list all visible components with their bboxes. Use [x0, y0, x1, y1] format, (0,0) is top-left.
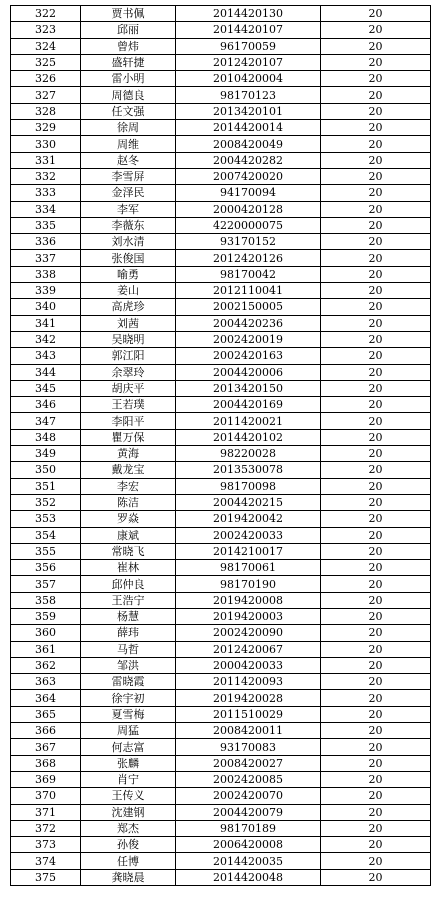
table-row — [11, 674, 431, 690]
row-number-cell: 375 — [11, 869, 81, 885]
table-row — [11, 706, 431, 722]
score-cell: 20 — [321, 299, 431, 315]
score-cell: 20 — [321, 869, 431, 885]
table-row — [11, 837, 431, 853]
row-number-cell: 351 — [11, 478, 81, 494]
name-cell: 康斌 — [81, 527, 176, 543]
score-cell: 20 — [321, 6, 431, 22]
score-cell: 20 — [321, 54, 431, 70]
roster-table-body — [11, 6, 431, 886]
name-cell: 曾炜 — [81, 38, 176, 54]
row-number-cell: 323 — [11, 22, 81, 38]
row-number-cell: 350 — [11, 462, 81, 478]
row-number-cell: 340 — [11, 299, 81, 315]
row-number-cell: 361 — [11, 641, 81, 657]
score-cell: 20 — [321, 152, 431, 168]
table-row — [11, 592, 431, 608]
table-row — [11, 429, 431, 445]
table-row — [11, 283, 431, 299]
score-cell: 20 — [321, 266, 431, 282]
id-number-cell: 2019420042 — [176, 511, 321, 527]
table-row — [11, 38, 431, 54]
table-row — [11, 462, 431, 478]
id-number-cell: 93170152 — [176, 234, 321, 250]
name-cell: 赵冬 — [81, 152, 176, 168]
row-number-cell: 348 — [11, 429, 81, 445]
row-number-cell: 324 — [11, 38, 81, 54]
score-cell: 20 — [321, 494, 431, 510]
score-cell: 20 — [321, 103, 431, 119]
name-cell: 任文强 — [81, 103, 176, 119]
table-row — [11, 136, 431, 152]
row-number-cell: 368 — [11, 755, 81, 771]
score-cell: 20 — [321, 723, 431, 739]
id-number-cell: 2019420003 — [176, 608, 321, 624]
row-number-cell: 356 — [11, 560, 81, 576]
table-row — [11, 641, 431, 657]
name-cell: 徐周 — [81, 120, 176, 136]
score-cell: 20 — [321, 234, 431, 250]
id-number-cell: 2019420008 — [176, 592, 321, 608]
row-number-cell: 322 — [11, 6, 81, 22]
score-cell: 20 — [321, 755, 431, 771]
name-cell: 喻勇 — [81, 266, 176, 282]
table-row — [11, 739, 431, 755]
name-cell: 杨慧 — [81, 608, 176, 624]
id-number-cell: 2000420128 — [176, 201, 321, 217]
id-number-cell: 2012110041 — [176, 283, 321, 299]
name-cell: 黄海 — [81, 446, 176, 462]
name-cell: 陈洁 — [81, 494, 176, 510]
name-cell: 邹洪 — [81, 657, 176, 673]
row-number-cell: 353 — [11, 511, 81, 527]
name-cell: 戴龙宝 — [81, 462, 176, 478]
id-number-cell: 2011420021 — [176, 413, 321, 429]
score-cell: 20 — [321, 592, 431, 608]
score-cell: 20 — [321, 657, 431, 673]
name-cell: 李宏 — [81, 478, 176, 494]
name-cell: 郭江阳 — [81, 348, 176, 364]
name-cell: 周猛 — [81, 723, 176, 739]
score-cell: 20 — [321, 120, 431, 136]
row-number-cell: 360 — [11, 625, 81, 641]
id-number-cell: 98170042 — [176, 266, 321, 282]
id-number-cell: 98220028 — [176, 446, 321, 462]
id-number-cell: 2004420236 — [176, 315, 321, 331]
row-number-cell: 369 — [11, 771, 81, 787]
score-cell: 20 — [321, 201, 431, 217]
row-number-cell: 339 — [11, 283, 81, 299]
score-cell: 20 — [321, 853, 431, 869]
id-number-cell: 94170094 — [176, 185, 321, 201]
score-cell: 20 — [321, 771, 431, 787]
score-cell: 20 — [321, 136, 431, 152]
score-cell: 20 — [321, 168, 431, 184]
table-row — [11, 853, 431, 869]
name-cell: 雷小明 — [81, 71, 176, 87]
name-cell: 姜山 — [81, 283, 176, 299]
table-row — [11, 869, 431, 885]
score-cell: 20 — [321, 543, 431, 559]
row-number-cell: 352 — [11, 494, 81, 510]
id-number-cell: 2004420215 — [176, 494, 321, 510]
table-row — [11, 478, 431, 494]
id-number-cell: 2011420093 — [176, 674, 321, 690]
table-row — [11, 299, 431, 315]
name-cell: 薛玮 — [81, 625, 176, 641]
name-cell: 王传义 — [81, 788, 176, 804]
table-row — [11, 152, 431, 168]
name-cell: 盛轩捷 — [81, 54, 176, 70]
row-number-cell: 367 — [11, 739, 81, 755]
row-number-cell: 364 — [11, 690, 81, 706]
name-cell: 雷晓霞 — [81, 674, 176, 690]
table-row — [11, 380, 431, 396]
row-number-cell: 338 — [11, 266, 81, 282]
row-number-cell: 371 — [11, 804, 81, 820]
row-number-cell: 336 — [11, 234, 81, 250]
id-number-cell: 2000420033 — [176, 657, 321, 673]
row-number-cell: 347 — [11, 413, 81, 429]
id-number-cell: 2004420282 — [176, 152, 321, 168]
id-number-cell: 2013420101 — [176, 103, 321, 119]
id-number-cell: 2006420008 — [176, 837, 321, 853]
table-row — [11, 576, 431, 592]
row-number-cell: 358 — [11, 592, 81, 608]
row-number-cell: 328 — [11, 103, 81, 119]
score-cell: 20 — [321, 739, 431, 755]
id-number-cell: 2012420107 — [176, 54, 321, 70]
name-cell: 夏雪梅 — [81, 706, 176, 722]
name-cell: 张麟 — [81, 755, 176, 771]
id-number-cell: 2002420070 — [176, 788, 321, 804]
id-number-cell: 4220000075 — [176, 217, 321, 233]
id-number-cell: 2004420079 — [176, 804, 321, 820]
name-cell: 徐宇初 — [81, 690, 176, 706]
row-number-cell: 330 — [11, 136, 81, 152]
name-cell: 任博 — [81, 853, 176, 869]
name-cell: 张俊国 — [81, 250, 176, 266]
id-number-cell: 2004420006 — [176, 364, 321, 380]
name-cell: 王浩宁 — [81, 592, 176, 608]
id-number-cell: 98170061 — [176, 560, 321, 576]
table-row — [11, 511, 431, 527]
score-cell: 20 — [321, 250, 431, 266]
id-number-cell: 2004420169 — [176, 397, 321, 413]
row-number-cell: 335 — [11, 217, 81, 233]
score-cell: 20 — [321, 478, 431, 494]
id-number-cell: 2019420028 — [176, 690, 321, 706]
id-number-cell: 2002420085 — [176, 771, 321, 787]
id-number-cell: 2014420107 — [176, 22, 321, 38]
name-cell: 孙俊 — [81, 837, 176, 853]
name-cell: 余翠玲 — [81, 364, 176, 380]
score-cell: 20 — [321, 820, 431, 836]
table-row — [11, 608, 431, 624]
name-cell: 吴晓明 — [81, 331, 176, 347]
table-row — [11, 560, 431, 576]
score-cell: 20 — [321, 511, 431, 527]
row-number-cell: 373 — [11, 837, 81, 853]
table-row — [11, 690, 431, 706]
table-row — [11, 250, 431, 266]
id-number-cell: 2011510029 — [176, 706, 321, 722]
table-row — [11, 755, 431, 771]
score-cell: 20 — [321, 315, 431, 331]
row-number-cell: 365 — [11, 706, 81, 722]
row-number-cell: 354 — [11, 527, 81, 543]
row-number-cell: 329 — [11, 120, 81, 136]
score-cell: 20 — [321, 348, 431, 364]
row-number-cell: 331 — [11, 152, 81, 168]
score-cell: 20 — [321, 527, 431, 543]
id-number-cell: 2012420126 — [176, 250, 321, 266]
name-cell: 刘茜 — [81, 315, 176, 331]
row-number-cell: 357 — [11, 576, 81, 592]
name-cell: 马哲 — [81, 641, 176, 657]
table-row — [11, 22, 431, 38]
id-number-cell: 2002420090 — [176, 625, 321, 641]
name-cell: 罗焱 — [81, 511, 176, 527]
row-number-cell: 332 — [11, 168, 81, 184]
row-number-cell: 370 — [11, 788, 81, 804]
id-number-cell: 2014420102 — [176, 429, 321, 445]
score-cell: 20 — [321, 364, 431, 380]
table-row — [11, 103, 431, 119]
name-cell: 何志富 — [81, 739, 176, 755]
id-number-cell: 2002420163 — [176, 348, 321, 364]
table-row — [11, 820, 431, 836]
row-number-cell: 366 — [11, 723, 81, 739]
row-number-cell: 349 — [11, 446, 81, 462]
id-number-cell: 2012420067 — [176, 641, 321, 657]
id-number-cell: 98170123 — [176, 87, 321, 103]
score-cell: 20 — [321, 380, 431, 396]
row-number-cell: 359 — [11, 608, 81, 624]
row-number-cell: 345 — [11, 380, 81, 396]
roster-table — [10, 5, 431, 886]
table-row — [11, 6, 431, 22]
id-number-cell: 2010420004 — [176, 71, 321, 87]
row-number-cell: 327 — [11, 87, 81, 103]
table-row — [11, 234, 431, 250]
score-cell: 20 — [321, 674, 431, 690]
table-row — [11, 397, 431, 413]
score-cell: 20 — [321, 608, 431, 624]
id-number-cell: 2008420027 — [176, 755, 321, 771]
score-cell: 20 — [321, 331, 431, 347]
row-number-cell: 343 — [11, 348, 81, 364]
score-cell: 20 — [321, 446, 431, 462]
row-number-cell: 341 — [11, 315, 81, 331]
id-number-cell: 2013530078 — [176, 462, 321, 478]
id-number-cell: 2002420033 — [176, 527, 321, 543]
score-cell: 20 — [321, 576, 431, 592]
name-cell: 崔林 — [81, 560, 176, 576]
score-cell: 20 — [321, 87, 431, 103]
name-cell: 李阳平 — [81, 413, 176, 429]
score-cell: 20 — [321, 706, 431, 722]
name-cell: 常晓飞 — [81, 543, 176, 559]
score-cell: 20 — [321, 837, 431, 853]
name-cell: 肖宁 — [81, 771, 176, 787]
table-row — [11, 804, 431, 820]
id-number-cell: 2002420019 — [176, 331, 321, 347]
score-cell: 20 — [321, 397, 431, 413]
score-cell: 20 — [321, 625, 431, 641]
row-number-cell: 334 — [11, 201, 81, 217]
name-cell: 贾书佩 — [81, 6, 176, 22]
table-row — [11, 217, 431, 233]
table-row — [11, 364, 431, 380]
id-number-cell: 2007420020 — [176, 168, 321, 184]
name-cell: 李军 — [81, 201, 176, 217]
name-cell: 周维 — [81, 136, 176, 152]
name-cell: 瞿万保 — [81, 429, 176, 445]
table-row — [11, 788, 431, 804]
row-number-cell: 342 — [11, 331, 81, 347]
table-row — [11, 543, 431, 559]
table-row — [11, 771, 431, 787]
name-cell: 李雪屏 — [81, 168, 176, 184]
id-number-cell: 2008420011 — [176, 723, 321, 739]
id-number-cell: 98170098 — [176, 478, 321, 494]
table-row — [11, 527, 431, 543]
table-row — [11, 87, 431, 103]
table-row — [11, 54, 431, 70]
score-cell: 20 — [321, 788, 431, 804]
row-number-cell: 337 — [11, 250, 81, 266]
id-number-cell: 2014420130 — [176, 6, 321, 22]
table-row — [11, 723, 431, 739]
table-row — [11, 446, 431, 462]
id-number-cell: 98170189 — [176, 820, 321, 836]
name-cell: 邱丽 — [81, 22, 176, 38]
score-cell: 20 — [321, 283, 431, 299]
row-number-cell: 325 — [11, 54, 81, 70]
score-cell: 20 — [321, 38, 431, 54]
score-cell: 20 — [321, 217, 431, 233]
score-cell: 20 — [321, 641, 431, 657]
table-row — [11, 315, 431, 331]
table-row — [11, 494, 431, 510]
score-cell: 20 — [321, 462, 431, 478]
score-cell: 20 — [321, 22, 431, 38]
name-cell: 高虎珍 — [81, 299, 176, 315]
row-number-cell: 355 — [11, 543, 81, 559]
table-row — [11, 266, 431, 282]
row-number-cell: 372 — [11, 820, 81, 836]
table-row — [11, 657, 431, 673]
row-number-cell: 362 — [11, 657, 81, 673]
id-number-cell: 2008420049 — [176, 136, 321, 152]
table-row — [11, 185, 431, 201]
name-cell: 李薇东 — [81, 217, 176, 233]
score-cell: 20 — [321, 804, 431, 820]
id-number-cell: 2002150005 — [176, 299, 321, 315]
id-number-cell: 2014210017 — [176, 543, 321, 559]
score-cell: 20 — [321, 429, 431, 445]
score-cell: 20 — [321, 690, 431, 706]
id-number-cell: 2013420150 — [176, 380, 321, 396]
score-cell: 20 — [321, 71, 431, 87]
name-cell: 邱仲良 — [81, 576, 176, 592]
score-cell: 20 — [321, 560, 431, 576]
score-cell: 20 — [321, 185, 431, 201]
row-number-cell: 346 — [11, 397, 81, 413]
id-number-cell: 93170083 — [176, 739, 321, 755]
row-number-cell: 374 — [11, 853, 81, 869]
table-row — [11, 168, 431, 184]
id-number-cell: 96170059 — [176, 38, 321, 54]
table-row — [11, 331, 431, 347]
name-cell: 龚晓晨 — [81, 869, 176, 885]
table-row — [11, 348, 431, 364]
name-cell: 沈建钢 — [81, 804, 176, 820]
name-cell: 周德良 — [81, 87, 176, 103]
name-cell: 金泽民 — [81, 185, 176, 201]
row-number-cell: 333 — [11, 185, 81, 201]
table-row — [11, 120, 431, 136]
id-number-cell: 2014420048 — [176, 869, 321, 885]
table-row — [11, 201, 431, 217]
name-cell: 郑杰 — [81, 820, 176, 836]
row-number-cell: 326 — [11, 71, 81, 87]
id-number-cell: 2014420035 — [176, 853, 321, 869]
name-cell: 刘水清 — [81, 234, 176, 250]
id-number-cell: 98170190 — [176, 576, 321, 592]
table-row — [11, 71, 431, 87]
table-row — [11, 413, 431, 429]
row-number-cell: 363 — [11, 674, 81, 690]
score-cell: 20 — [321, 413, 431, 429]
name-cell: 胡庆平 — [81, 380, 176, 396]
row-number-cell: 344 — [11, 364, 81, 380]
table-row — [11, 625, 431, 641]
id-number-cell: 2014420014 — [176, 120, 321, 136]
name-cell: 王若璞 — [81, 397, 176, 413]
